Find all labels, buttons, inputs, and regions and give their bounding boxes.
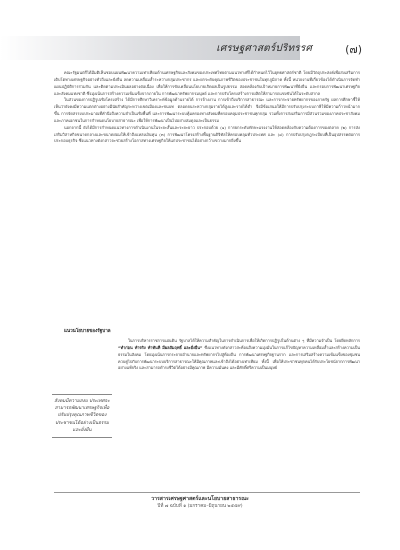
running-header — [0, 36, 400, 60]
section-body-text — [118, 338, 360, 372]
pull-quote-bottom-rule — [52, 437, 112, 438]
body-paragraph: ในส่วนของการปฏิรูปเชิงโครงสร้าง ได้มีการศึกษาวิเคราะห์ข้อมูลด้านรายได้ การจ้างงาน การเข้าถึงบริการสาธารณะ และการกระจายทรัพยากรของภาครัฐ ผลการศึกษาชี้ให้เห็นว่ายังคงมีความแตกต่างอย่างมีนัยสำคัญระหว่างเขตเมืองและชนบท ตลอดจนระหว่างกลุ่มรายได้สูงและรายได้ต่ำ จึงมีข้อเสนอให้มีการปรับปรุงระบบภาษีให้มีความก้าวหน้ามากขึ้น การจัดสรรงบประมาณที่คำนึงถึงความจำเป็นเชิงพื้นที่ และการพัฒนาระบบคุ้มครองทางสังคมที่ครอบคลุมประชาชนทุกกลุ่ม รวมทั้งการส่งเสริมการมีส่วนร่วมของภาคประชาสังคมและภาคเอกชนในการกำหนดนโยบายสาธารณะ เพื่อให้การพัฒนาเป็นไปอย่างสมดุลและเป็นธรรม — [54, 97, 360, 123]
pull-quote-text: สังคมมีความสงบ ประเทศจะสามารถพัฒนาเศรษฐกิจเพื่อปรับปรุงคุณภาพชีวิตของประชาชนได้อย่างเป็นธรรมและยั่งยืน — [54, 399, 110, 433]
footer-divider — [54, 492, 360, 493]
section-heading: แนวนโยบายของรัฐบาล — [64, 329, 111, 334]
footer-journal-title: วารสารเศรษฐศาสตร์และนโยบายสาธารณะ — [151, 496, 249, 502]
footer-issue-line: ปีที่ ๗ ฉบับที่ ๑ (มกราคม–มิถุนายน ๒๕๕๙) — [157, 504, 243, 509]
body-paragraph: นอกจากนี้ ยังได้มีการกำหนดแนวทางการดำเนินงานในระยะสั้นและระยะยาว ประกอบด้วย (๑) การยกระดับทักษะแรงงานให้สอดคล้องกับความต้องการของตลาด (๒) การส่งเสริมวิสาหกิจขนาดกลางและขนาดย่อมให้เข้าถึงแหล่งเงินทุน (๓) การพัฒนาโครงสร้างพื้นฐานดิจิทัลให้ครอบคลุมทั่วประเทศ และ (๔) การปรับปรุงกฎระเบียบที่เป็นอุปสรรคต่อการประกอบธุรกิจ ซึ่งแนวทางดังกล่าวจะช่วยสร้างโอกาสทางเศรษฐกิจให้แก่ประชาชนได้อย่างกว้างขวางมากยิ่งขึ้น — [54, 124, 360, 144]
body-paragraph: คณะรัฐมนตรีได้มีมติเห็นชอบแผนพัฒนาความเท่าเทียมด้านเศรษฐกิจและสังคมของประเทศไทยตามแนวทางที่ได้กำหนดไว้ในยุทธศาสตร์ชาติ โดยมีวัตถุประสงค์เพื่อส่งเสริมการเติบโตทางเศรษฐกิจอย่างทั่วถึงและยั่งยืน ลดความเหลื่อมล้ำระหว่างกลุ่มประชากร และยกระดับคุณภาพชีวิตของประชาชนในทุกภูมิภาค ทั้งนี้ หน่วยงานที่เกี่ยวข้องได้ดำเนินการจัดทำแผนปฏิบัติการร่วมกัน และติดตามประเมินผลอย่างต่อเนื่อง เพื่อให้การขับเคลื่อนนโยบายเกิดผลเป็นรูปธรรม สอดคล้องกับเป้าหมายการพัฒนาที่ยั่งยืน และกรอบการพัฒนาเศรษฐกิจและสังคมแห่งชาติ ซึ่งมุ่งเน้นการสร้างความเข้มแข็งจากภายใน การพัฒนาทรัพยากรมนุษย์ และการปรับโครงสร้างการผลิตให้สามารถแข่งขันได้ในระดับสากล — [54, 70, 360, 96]
bold-quote-phrase: “ทำก่อน ทำจริง ทำทันที มีผลสัมฤทธิ์ และยั่งยืน” — [118, 344, 203, 350]
section-paragraph-intro: ในการบริหารราชการแผ่นดิน รัฐบาลได้ให้ความสำคัญในการดำเนินการเพื่อให้เกิดการปฏิรูปในด้านต่าง ๆ ที่มีความจำเป็น โดยยึดหลักการ — [128, 338, 360, 343]
running-title: เศรษฐศาสตร์ปริทรรศ — [216, 43, 312, 54]
section-paragraph — [118, 338, 360, 372]
pull-quote — [52, 394, 112, 438]
main-body-text — [54, 70, 360, 145]
page-number: (๗) — [345, 43, 362, 56]
section-paragraph-rest: ซึ่งแนวทางดังกล่าวสะท้อนถึงความมุ่งมั่นในการแก้ไขปัญหาความเหลื่อมล้ำและสร้างความเป็นธรรมในสังคม โดยมุ่งเน้นการกระจายอำนาจและทรัพยากรไปสู่ท้องถิ่น การพัฒนาเศรษฐกิจฐานราก และการเสริมสร้างความเข้มแข็งของชุมชน ควบคู่ไปกับการพัฒนาระบบบริการสาธารณะให้มีคุณภาพและเข้าถึงได้อย่างเท่าเทียม ทั้งนี้ เพื่อให้ประชาชนทุกคนได้รับประโยชน์จากการพัฒนาอย่างแท้จริง และสามารถดำรงชีวิตได้อย่างมีคุณภาพ มีความมั่นคง และมีศักดิ์ศรีความเป็นมนุษย์ — [118, 344, 360, 371]
